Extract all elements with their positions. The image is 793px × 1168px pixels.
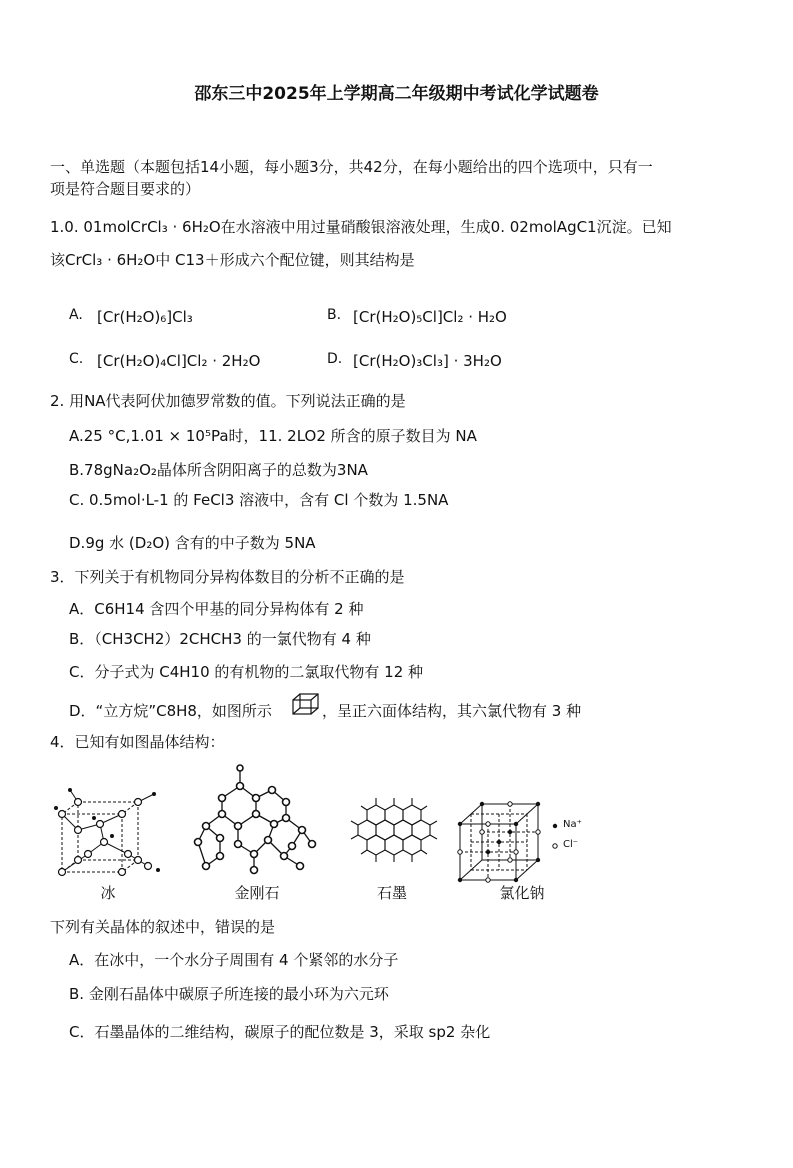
q2-stem: 2. 用NA代表阿伏加德罗常数的值。下列说法正确的是 — [50, 392, 406, 410]
q1-stem-line2: 该CrCl₃ · 6H₂O中 C13＋形成六个配位键，则其结构是 — [50, 251, 415, 269]
q4-option-c: C．石墨晶体的二维结构，碳原子的配位数是 3，采取 sp2 杂化 — [69, 1023, 491, 1041]
q1-option-c: [Cr(H₂O)₄Cl]Cl₂ · 2H₂O — [97, 352, 261, 370]
q1-option-a-letter: A. — [69, 307, 83, 323]
q4-option-a: A．在冰中，一个水分子周围有 4 个紧邻的水分子 — [69, 951, 399, 969]
figure-label-graphite: 石墨 — [376, 884, 407, 902]
q1-option-c-letter: C. — [69, 351, 84, 367]
q1-option-b-letter: B. — [327, 307, 342, 323]
section-heading-line1: 一、单选题（本题包括14小题，每小题3分，共42分，在每小题给出的四个选项中，只有一 — [50, 158, 653, 176]
q3-option-a: A．C6H14 含四个甲基的同分异构体有 2 种 — [69, 600, 364, 618]
q4-stem: 4．已知有如图晶体结构： — [50, 733, 225, 751]
legend-na-label: Na⁺ — [563, 819, 582, 830]
q1-stem-line1: 1.0. 01molCrCl₃ · 6H₂O在水溶液中用过量硝酸银溶液处理，生成0. 02molAgC1沉淀。已知 — [50, 218, 672, 236]
q1-option-a: [Cr(H₂O)₆]Cl₃ — [97, 308, 193, 326]
graphite-structure-figure — [343, 796, 441, 880]
q2-option-d: D.9g 水 (D₂O) 含有的中子数为 5NA — [69, 534, 316, 552]
q3-option-d-before: D．“立方烷”C8H8，如图所示 — [69, 702, 272, 720]
figure-label-diamond: 金刚石 — [234, 884, 280, 902]
q3-option-d-after: ，呈正六面体结构，其六氯代物有 3 种 — [322, 702, 582, 720]
q3-option-c: C．分子式为 C4H10 的有机物的二氯取代物有 12 种 — [69, 663, 424, 681]
ice-structure-figure — [48, 784, 170, 884]
figure-label-ice: 冰 — [100, 884, 116, 902]
diamond-structure-figure — [188, 764, 320, 876]
q1-option-d: [Cr(H₂O)₃Cl₃] · 3H₂O — [353, 352, 502, 370]
q3-option-b: B．（CH3CH2）2CHCH3 的一氯代物有 4 种 — [69, 630, 371, 648]
q1-option-b: [Cr(H₂O)₅Cl]Cl₂ · H₂O — [353, 308, 507, 326]
cubane-figure — [291, 692, 321, 716]
q1-option-d-letter: D. — [327, 351, 343, 367]
page-title: 邵东三中2025年上学期高二年级期中考试化学试题卷 — [194, 84, 599, 104]
section-heading-line2: 项是符合题目要求的） — [50, 180, 201, 198]
q3-stem: 3．下列关于有机物同分异构体数目的分析不正确的是 — [50, 568, 405, 586]
q2-option-c: C. 0.5mol·L-1 的 FeCl3 溶液中，含有 Cl 个数为 1.5NA — [69, 491, 449, 509]
q2-option-b: B.78gNa₂O₂晶体所含阴阳离子的总数为3NA — [69, 461, 368, 479]
q4-sub-stem: 下列有关晶体的叙述中，错误的是 — [50, 918, 276, 936]
q2-option-a: A.25 °C,1.01 × 10⁵Pa时，11. 2LO2 所含的原子数目为 NA — [69, 427, 477, 445]
figure-label-nacl: 氯化钠 — [499, 884, 545, 902]
legend-cl-label: Cl⁻ — [563, 839, 579, 850]
q4-option-b: B. 金刚石晶体中碳原子所连接的最小环为六元环 — [69, 985, 389, 1003]
